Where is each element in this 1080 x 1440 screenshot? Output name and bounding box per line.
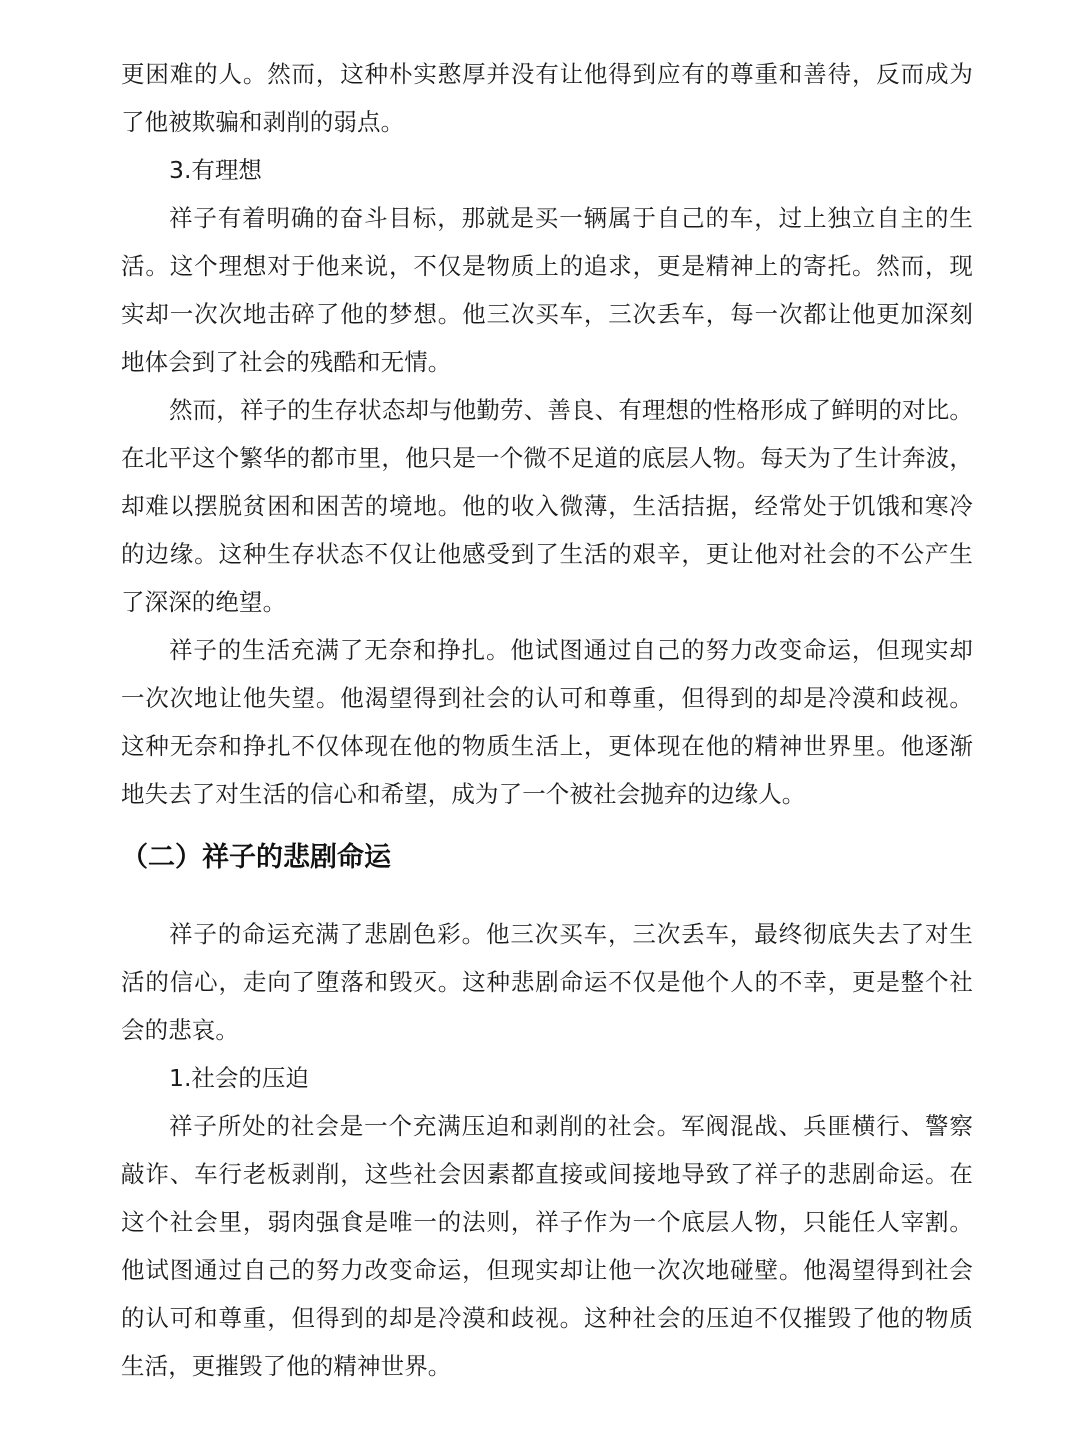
paragraph-line: 这种无奈和挣扎不仅体现在他的物质生活上，更体现在他的精神世界里。他逐渐	[121, 732, 973, 760]
paragraph-line: 却难以摆脱贫困和困苦的境地。他的收入微薄，生活拮据，经常处于饥饿和寒冷	[121, 492, 973, 520]
paragraph-line: 他试图通过自己的努力改变命运，但现实却让他一次次地碰壁。他渴望得到社会	[121, 1256, 973, 1284]
paragraph-line: 生活，更摧毁了他的精神世界。	[121, 1352, 452, 1380]
paragraph-line: 了深深的绝望。	[121, 588, 287, 616]
paragraph-line: 活。这个理想对于他来说，不仅是物质上的追求，更是精神上的寄托。然而，现	[121, 252, 973, 280]
paragraph-line: 实却一次次地击碎了他的梦想。他三次买车，三次丢车，每一次都让他更加深刻	[121, 300, 973, 328]
paragraph-line: 祥子的命运充满了悲剧色彩。他三次买车，三次丢车，最终彻底失去了对生	[169, 920, 973, 948]
paragraph-line: 活的信心，走向了堕落和毁灭。这种悲剧命运不仅是他个人的不幸，更是整个社	[121, 968, 973, 996]
paragraph-line: 会的悲哀。	[121, 1016, 239, 1044]
paragraph-line: 一次次地让他失望。他渴望得到社会的认可和尊重，但得到的却是冷漠和歧视。	[121, 684, 973, 712]
paragraph-line: 祥子的生活充满了无奈和挣扎。他试图通过自己的努力改变命运，但现实却	[169, 636, 973, 664]
paragraph-line: 的边缘。这种生存状态不仅让他感受到了生活的艰辛，更让他对社会的不公产生	[121, 540, 973, 568]
paragraph-line: 地失去了对生活的信心和希望，成为了一个被社会抛弃的边缘人。	[121, 780, 806, 808]
section-heading: （二）祥子的悲剧命运	[121, 842, 391, 873]
paragraph-line: 的认可和尊重，但得到的却是冷漠和歧视。这种社会的压迫不仅摧毁了他的物质	[121, 1304, 973, 1332]
paragraph-line: 敲诈、车行老板剥削，这些社会因素都直接或间接地导致了祥子的悲剧命运。在	[121, 1160, 973, 1188]
paragraph-line: 更困难的人。然而，这种朴实憨厚并没有让他得到应有的尊重和善待，反而成为	[121, 60, 973, 88]
subheading-oppression: 1.社会的压迫	[169, 1064, 309, 1092]
paragraph-line: 了他被欺骗和剥削的弱点。	[121, 108, 405, 136]
paragraph-line: 祥子所处的社会是一个充满压迫和剥削的社会。军阀混战、兵匪横行、警察	[169, 1112, 973, 1140]
paragraph-line: 在北平这个繁华的都市里，他只是一个微不足道的底层人物。每天为了生计奔波，	[121, 444, 973, 472]
subheading-ideal: 3.有理想	[169, 156, 262, 184]
document-page	[121, 50, 973, 1390]
paragraph-line: 这个社会里，弱肉强食是唯一的法则，祥子作为一个底层人物，只能任人宰割。	[121, 1208, 973, 1236]
paragraph-line: 祥子有着明确的奋斗目标，那就是买一辆属于自己的车，过上独立自主的生	[169, 204, 973, 232]
paragraph-line: 然而，祥子的生存状态却与他勤劳、善良、有理想的性格形成了鲜明的对比。	[169, 396, 973, 424]
paragraph-line: 地体会到了社会的残酷和无情。	[121, 348, 452, 376]
